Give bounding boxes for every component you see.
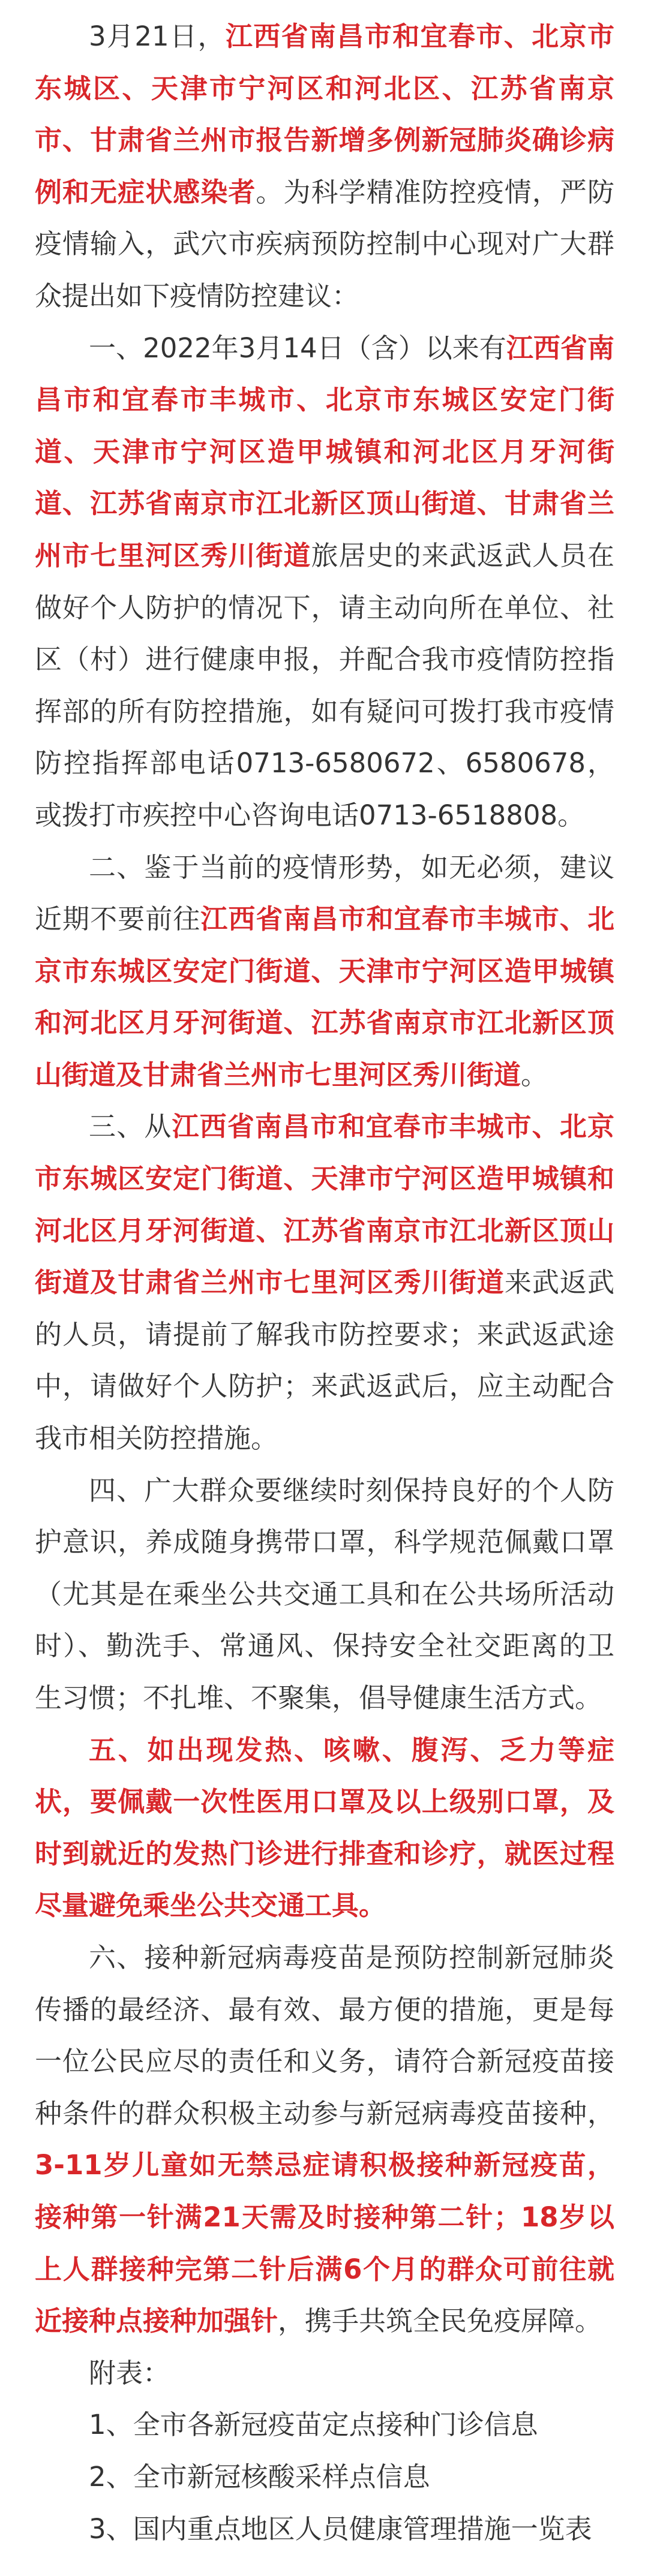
advice-1-text: 旅居史的来武返武人员在做好个人防护的情况下，请主动向所在单位、社区（村）进行健康申报，并配合我市疫情防控指挥部的所有防控措施，如有疑问可拨打我市疫情防控指挥部电话0713-6580672、6580678，或拨打市疾控中心咨询电话0713-6518808。 — [35, 539, 614, 831]
advice-1-highlight-regions: 江西省南昌市和宜春市丰城市、北京市东城区安定门街道、天津市宁河区造甲城镇和河北区月牙河街道、江苏省南京市江北新区顶山街道、甘肃省兰州市七里河区秀川街道 — [35, 332, 614, 571]
advice-3-highlight-regions: 江西省南昌市和宜春市丰城市、北京市东城区安定门街道、天津市宁河区造甲城镇和河北区月牙河街道、江苏省南京市江北新区顶山街道及甘肃省兰州市七里河区秀川街道 — [35, 1111, 614, 1299]
advice-2-highlight-regions: 江西省南昌市和宜春市丰城市、北京市东城区安定门街道、天津市宁河区造甲城镇和河北区月牙河街道、江苏省南京市江北新区顶山街道及甘肃省兰州市七里河区秀川街道 — [35, 903, 614, 1091]
advice-2-lead: 二、鉴于当前的疫情形势，如无必须，建议近期不要前往 — [35, 851, 614, 935]
advice-6-lead: 六、接种新冠病毒疫苗是预防控制新冠肺炎传播的最经济、最有效、最方便的措施，更是每一位公民应尽的责任和义务，请符合新冠疫苗接种条件的群众积极主动参与新冠病毒疫苗接种， — [35, 1941, 614, 2129]
advice-6-highlight-vaccination: 3-11岁儿童如无禁忌症请积极接种新冠疫苗，接种第一针满21天需及时接种第二针；18岁以上人群接种完第二针后满6个月的群众可前往就近接种点接种加强针 — [35, 2149, 614, 2337]
intro-date: 3月21日， — [89, 20, 226, 52]
advice-6-text: ，携手共筑全民免疫屏障。 — [278, 2305, 602, 2337]
intro-paragraph — [35, 11, 614, 323]
advice-6-paragraph — [35, 1932, 614, 2348]
advice-2-paragraph — [35, 842, 614, 1102]
advice-1-lead: 一、2022年3月14日（含）以来有 — [89, 332, 506, 364]
intro-text: 。为科学精准防控疫情，严防疫情输入，武穴市疾病预防控制中心现对广大群众提出如下疫情防控建议： — [35, 176, 614, 312]
advice-5-paragraph: 五、如出现发热、咳嗽、腹泻、乏力等症状，要佩戴一次性医用口罩及以上级别口罩，及时到就近的发热门诊进行排查和诊疗，就医过程尽量避免乘坐公共交通工具。 — [35, 1734, 614, 1922]
advice-4-paragraph: 四、广大群众要继续时刻保持良好的个人防护意识，养成随身携带口罩，科学规范佩戴口罩（尤其是在乘坐公共交通工具和在公共场所活动时）、勤洗手、常通风、保持安全社交距离的卫生习惯；不扎堆、不聚集，倡导健康生活方式。 — [35, 1474, 614, 1714]
advice-1-paragraph — [35, 323, 614, 842]
attachment-item-1[interactable]: 1、全市各新冠疫苗定点接种门诊信息 — [89, 2409, 538, 2441]
advice-2-text: 。 — [521, 1058, 548, 1091]
attachment-item-2[interactable]: 2、全市新冠核酸采样点信息 — [89, 2460, 430, 2493]
attachment-item-3[interactable]: 3、国内重点地区人员健康管理措施一览表 — [89, 2512, 592, 2545]
advice-3-paragraph — [35, 1101, 614, 1464]
intro-highlight-regions: 江西省南昌市和宜春市、北京市东城区、天津市宁河区和河北区、江苏省南京市、甘肃省兰州市报告新增多例新冠肺炎确诊病例和无症状感染者 — [35, 20, 614, 208]
advice-3-lead: 三、从 — [89, 1111, 172, 1143]
attachments-title: 附表： — [89, 2357, 170, 2389]
advice-3-text: 来武返武的人员，请提前了解我市防控要求；来武返武途中，请做好个人防护；来武返武后，应主动配合我市相关防控措施。 — [35, 1266, 614, 1455]
